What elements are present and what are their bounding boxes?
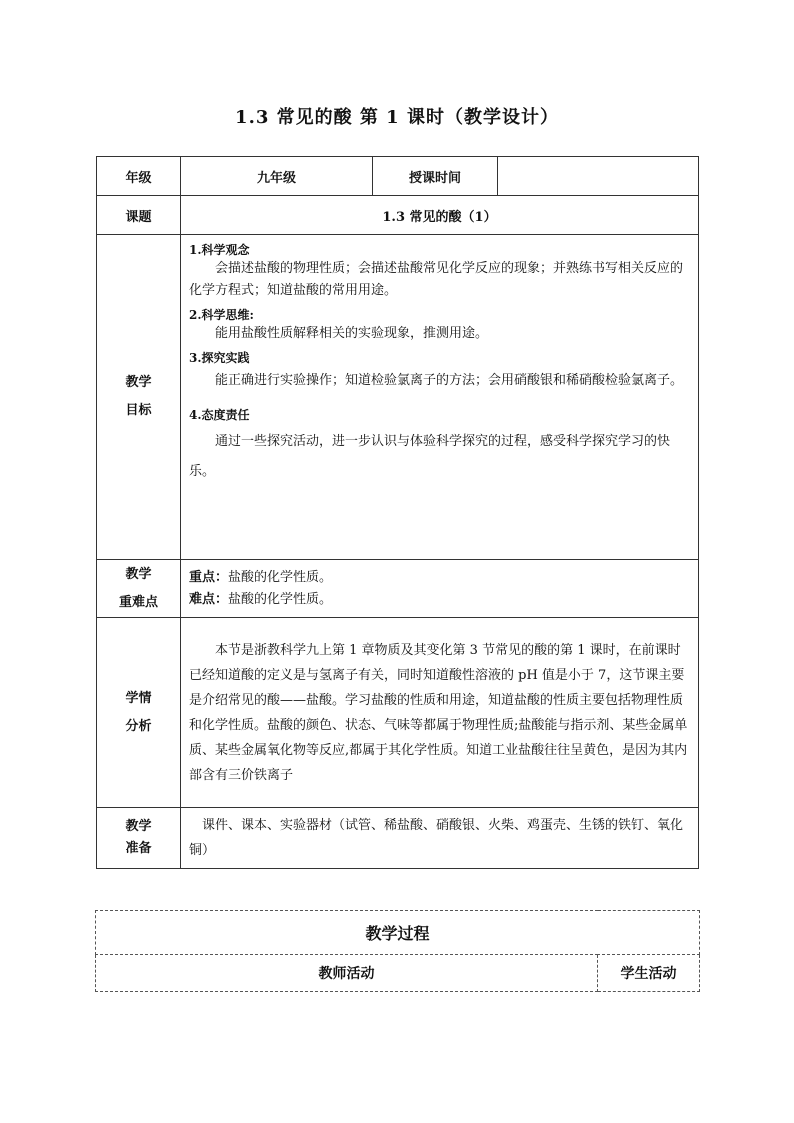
topic-value: 1.3 常见的酸（1） xyxy=(181,196,699,235)
objectives-row xyxy=(97,235,699,560)
analysis-content xyxy=(181,618,699,808)
difficulty-text: 盐酸的化学性质。 xyxy=(228,591,333,607)
objective-1-text: 会描述盐酸的物理性质；会描述盐酸常见化学反应的现象；并熟练书写相关反应的化学方程式；知道盐酸的常用用途。 xyxy=(189,261,684,298)
preparation-label: 教学 准备 xyxy=(97,808,181,869)
time-label: 授课时间 xyxy=(373,157,498,196)
objective-4-text: 通过一些探究活动，进一步认识与体验科学探究的过程，感受科学探究学习的快乐。 xyxy=(189,434,671,479)
key-points-content xyxy=(181,560,699,618)
process-title: 教学过程 xyxy=(96,911,700,955)
key-point-label: 重点： xyxy=(189,569,229,585)
grade-row xyxy=(97,157,699,196)
teacher-activity-header: 教师活动 xyxy=(96,955,598,992)
topic-row xyxy=(97,196,699,235)
objective-4-heading: 4.态度责任 xyxy=(189,408,250,422)
objective-3-heading: 3.探究实践 xyxy=(189,351,250,365)
key-point-text: 盐酸的化学性质。 xyxy=(228,569,333,585)
page-title: 1.3 常见的酸 第 1 课时（教学设计） xyxy=(235,107,559,128)
time-value xyxy=(498,157,699,196)
analysis-label: 学情 分析 xyxy=(97,618,181,808)
teaching-process-table xyxy=(95,910,700,992)
grade-value: 九年级 xyxy=(181,157,373,196)
preparation-row xyxy=(97,808,699,869)
objective-2-heading: 2.科学思维: xyxy=(189,308,254,322)
key-points-row xyxy=(97,560,699,618)
key-points-label: 教学 重难点 xyxy=(97,560,181,618)
difficulty-label: 难点： xyxy=(189,591,229,607)
analysis-row xyxy=(97,618,699,808)
preparation-content xyxy=(181,808,699,869)
objectives-content xyxy=(181,235,699,560)
preparation-text: 课件、课本、实验器材（试管、稀盐酸、硝酸银、火柴、鸡蛋壳、生锈的铁钉、氧化铜） xyxy=(189,818,684,858)
lesson-info-table xyxy=(96,156,699,869)
grade-label: 年级 xyxy=(97,157,181,196)
objective-3-text: 能正确进行实验操作；知道检验氯离子的方法；会用硝酸银和稀硝酸检验氯离子。 xyxy=(215,373,684,388)
objectives-label: 教学 目标 xyxy=(97,235,181,560)
analysis-text: 本节是浙教科学九上第 1 章物质及其变化第 3 节常见的酸的第 1 课时，在前课时已经知道酸的定义是与氢离子有关，同时知道酸性溶液的 pH 值是小于 7，这节课主要是介绍常见的酸——盐酸。学习盐酸的性质和用途，知道盐酸的性质主要包括物理性质和化学性质。盐酸的颜色、状态、气味等都属于物理性质;盐酸能与指示剂、某些金属单质、某些金属氧化物等反应,都属于其化学性质。知道工业盐酸往往呈黄色，是因为其内部含有三价铁离子 xyxy=(189,642,688,783)
objective-1-heading: 1.科学观念 xyxy=(189,243,250,257)
topic-label: 课题 xyxy=(97,196,181,235)
student-activity-header: 学生活动 xyxy=(598,955,700,992)
objective-2-text: 能用盐酸性质解释相关的实验现象，推测用途。 xyxy=(215,326,489,341)
